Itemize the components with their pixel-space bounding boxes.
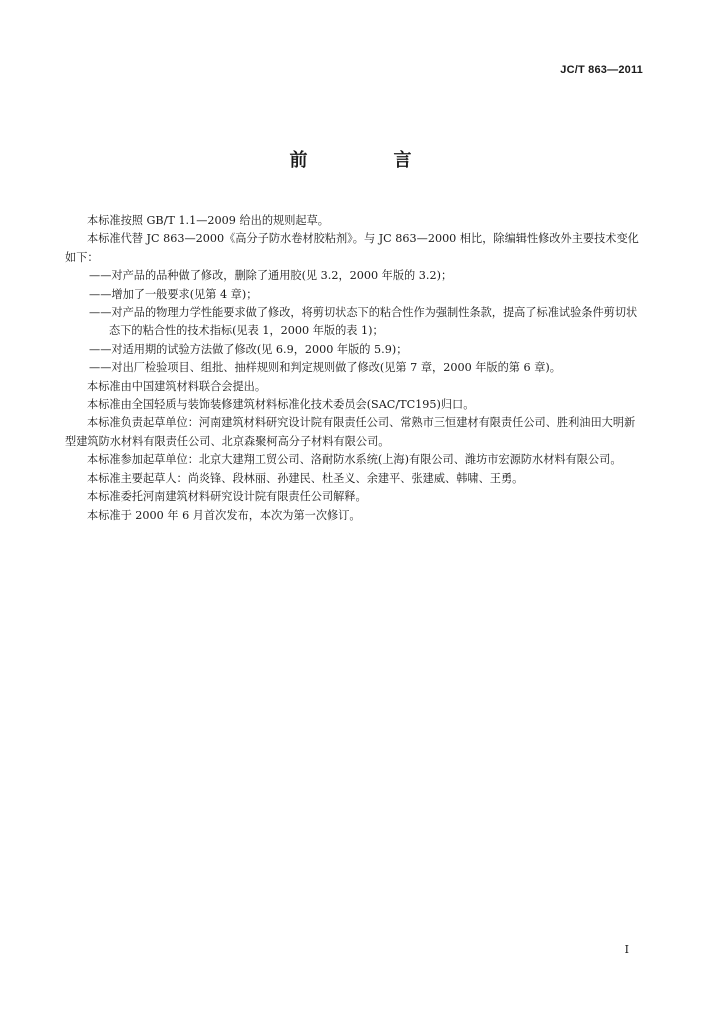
paragraph-main-drafters: 本标准主要起草人：尚炎锋、段林丽、孙建民、杜圣义、余建平、张建威、韩啸、王勇。 <box>87 471 524 485</box>
paragraph-replaces: 本标准代替 JC 863—2000《高分子防水卷材胶粘剂》。与 JC 863—2000 相比，除编辑性修改外主要技术变化如下： <box>65 232 639 264</box>
document-body <box>65 212 645 525</box>
standard-code: JC/T 863—2011 <box>560 64 643 76</box>
paragraph-interpretation: 本标准委托河南建筑材料研究设计院有限责任公司解释。 <box>87 490 367 504</box>
page-title: 前 言 <box>289 150 446 171</box>
paragraph-participating: 本标准参加起草单位：北京大建翔工贸公司、洛耐防水系统(上海)有限公司、潍坊市宏源防水材料有限公司。 <box>87 453 622 467</box>
paragraph-publication: 本标准于 2000 年 6 月首次发布，本次为第一次修订。 <box>87 508 361 522</box>
paragraph-drafting-rules: 本标准按照 GB/T 1.1—2009 给出的规则起草。 <box>87 214 329 227</box>
paragraph-proposed-by: 本标准由中国建筑材料联合会提出。 <box>87 379 267 393</box>
change-item-pot-life: ——对适用期的试验方法做了修改(见 6.9，2000 年版的 5.9)； <box>89 342 408 356</box>
change-item-inspection: ——对出厂检验项目、组批、抽样规则和判定规则做了修改(见第 7 章，2000 年版的第 6 章)。 <box>89 361 561 375</box>
change-item-general-req: ——增加了一般要求(见第 4 章)； <box>89 287 258 301</box>
paragraph-lead-drafters: 本标准负责起草单位：河南建筑材料研究设计院有限责任公司、常熟市三恒建材有限责任公司、胜利油田大明新型建筑防水材料有限责任公司、北京森聚柯高分子材料有限公司。 <box>65 416 636 448</box>
page-number: I <box>624 943 629 956</box>
change-item-physical-props: ——对产品的物理力学性能要求做了修改，将剪切状态下的粘合性作为强制性条款，提高了标准试验条件剪切状态下的粘合性的技术指标(见表 1，2000 年版的表 1)； <box>89 306 638 338</box>
paragraph-centralized-by: 本标准由全国轻质与装饰装修建筑材料标准化技术委员会(SAC/TC195)归口。 <box>87 398 475 412</box>
change-item-product-types: ——对产品的品种做了修改，删除了通用胶(见 3.2，2000 年版的 3.2)； <box>89 269 453 283</box>
